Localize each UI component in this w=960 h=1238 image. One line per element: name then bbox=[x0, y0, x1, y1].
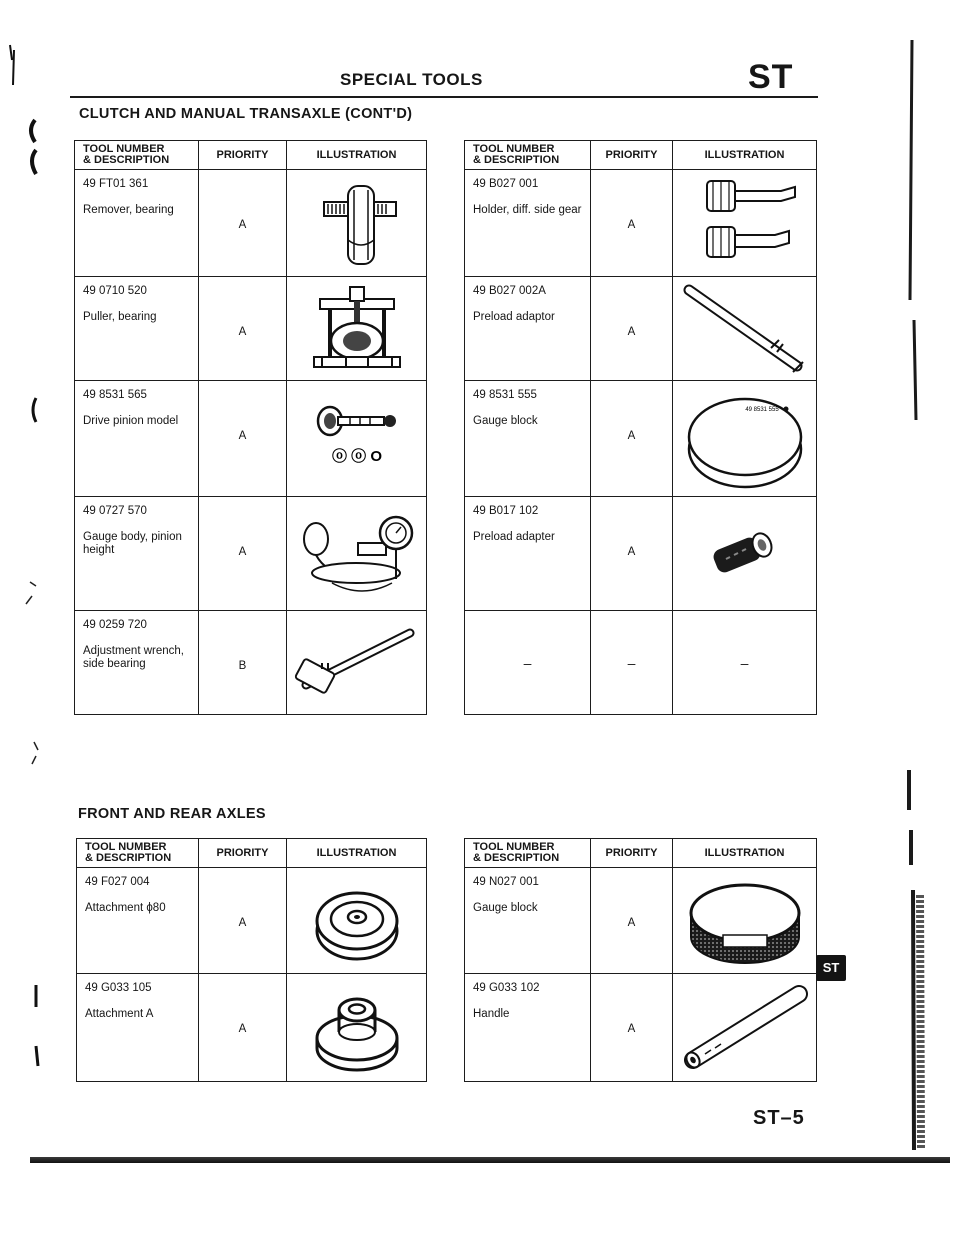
header-illustration: ILLUSTRATION bbox=[673, 141, 817, 170]
priority-cell: A bbox=[199, 277, 287, 381]
header-illustration: ILLUSTRATION bbox=[287, 839, 427, 868]
header-illustration: ILLUSTRATION bbox=[287, 141, 427, 170]
tool-number: 49 G033 102 bbox=[473, 982, 540, 994]
table-row bbox=[75, 497, 427, 611]
scan-edge-right bbox=[902, 0, 932, 1233]
priority-cell: A bbox=[199, 170, 287, 277]
tool-number: 49 B017 102 bbox=[473, 505, 539, 517]
priority-cell: A bbox=[591, 277, 673, 381]
tool-number: 49 B027 001 bbox=[473, 178, 539, 190]
empty-cell: – bbox=[465, 611, 591, 715]
clutch-table-right bbox=[464, 140, 817, 715]
axles-table-left bbox=[76, 838, 427, 1082]
priority-cell: A bbox=[591, 497, 673, 611]
section-tab: ST bbox=[816, 955, 846, 981]
priority-cell: A bbox=[199, 974, 287, 1082]
header-tool-number: TOOL NUMBER & DESCRIPTION bbox=[77, 839, 199, 868]
table-header-row bbox=[465, 141, 817, 170]
table-row bbox=[77, 974, 427, 1082]
tool-cell bbox=[75, 170, 199, 277]
illustration-cell bbox=[287, 381, 427, 497]
tool-cell bbox=[75, 381, 199, 497]
drive-pinion-parts-label: ⓞ ⓞ O bbox=[331, 447, 382, 465]
axles-table-right bbox=[464, 838, 817, 1082]
header-rule bbox=[70, 96, 818, 98]
table-row bbox=[465, 497, 817, 611]
tool-description: Attachment ϕ80 bbox=[85, 902, 166, 914]
table-row bbox=[465, 974, 817, 1082]
section-title-clutch: CLUTCH AND MANUAL TRANSAXLE (CONT'D) bbox=[79, 106, 413, 122]
gauge-block-disc-icon bbox=[682, 387, 808, 491]
tool-number: 49 8531 555 bbox=[473, 389, 537, 401]
gauge-body-icon bbox=[292, 509, 422, 599]
illustration-cell bbox=[287, 868, 427, 974]
preload-adaptor-rod-icon bbox=[675, 282, 815, 376]
illustration-cell bbox=[673, 170, 817, 277]
illustration-cell bbox=[673, 381, 817, 497]
illustration-cell bbox=[673, 497, 817, 611]
priority-cell: A bbox=[591, 974, 673, 1082]
tool-cell bbox=[465, 974, 591, 1082]
scan-edge-left bbox=[0, 0, 50, 1233]
table-row bbox=[75, 611, 427, 715]
header-priority: PRIORITY bbox=[591, 141, 673, 170]
header-tool-number: TOOL NUMBER & DESCRIPTION bbox=[465, 141, 591, 170]
tool-description: Gauge block bbox=[473, 902, 538, 914]
tool-number: 49 B027 002A bbox=[473, 285, 546, 297]
table-header-row bbox=[75, 141, 427, 170]
gauge-block-knurled-icon bbox=[683, 873, 807, 969]
illustration-cell bbox=[287, 277, 427, 381]
side-gear-holder-icon bbox=[685, 175, 805, 271]
tool-description: Gauge block bbox=[473, 415, 538, 427]
table-row bbox=[75, 277, 427, 381]
table-row bbox=[465, 868, 817, 974]
table-row bbox=[75, 381, 427, 497]
priority-cell: B bbox=[199, 611, 287, 715]
header-tool-number: TOOL NUMBER & DESCRIPTION bbox=[75, 141, 199, 170]
illustration-cell bbox=[673, 868, 817, 974]
preload-adapter-icon bbox=[700, 519, 790, 589]
priority-cell: A bbox=[591, 381, 673, 497]
tool-description: Puller, bearing bbox=[83, 311, 157, 323]
table-row bbox=[465, 170, 817, 277]
priority-cell: A bbox=[199, 868, 287, 974]
bearing-remover-icon bbox=[302, 178, 412, 268]
tool-number: 49 FT01 361 bbox=[83, 178, 149, 190]
illustration-cell bbox=[287, 170, 427, 277]
clutch-table-left bbox=[74, 140, 427, 715]
page-number: ST–5 bbox=[753, 1107, 805, 1129]
tool-cell bbox=[75, 497, 199, 611]
tool-cell bbox=[77, 974, 199, 1082]
tool-number: 49 F027 004 bbox=[85, 876, 150, 888]
header-priority: PRIORITY bbox=[199, 141, 287, 170]
attachment-80-icon bbox=[307, 875, 407, 967]
tool-cell bbox=[465, 868, 591, 974]
tool-cell bbox=[465, 497, 591, 611]
tool-cell bbox=[465, 381, 591, 497]
table-row bbox=[465, 277, 817, 381]
tool-description: Drive pinion model bbox=[83, 415, 179, 427]
tool-cell bbox=[77, 868, 199, 974]
bottom-rule bbox=[30, 1157, 950, 1163]
header-priority: PRIORITY bbox=[199, 839, 287, 868]
priority-cell: A bbox=[199, 381, 287, 497]
adjustment-wrench-icon bbox=[292, 623, 422, 703]
tool-description: Preload adapter bbox=[473, 531, 555, 543]
tool-cell bbox=[465, 277, 591, 381]
illustration-cell bbox=[673, 974, 817, 1082]
priority-cell: A bbox=[199, 497, 287, 611]
tool-number: 49 N027 001 bbox=[473, 876, 539, 888]
empty-cell: – bbox=[673, 611, 817, 715]
priority-cell: – bbox=[591, 611, 673, 715]
tool-description: Gauge body, pinion height bbox=[83, 531, 182, 556]
table-header-row bbox=[465, 839, 817, 868]
tool-number: 49 8531 565 bbox=[83, 389, 147, 401]
table-row bbox=[465, 381, 817, 497]
tool-number: 49 0710 520 bbox=[83, 285, 147, 297]
tool-description: Holder, diff. side gear bbox=[473, 204, 582, 216]
tool-cell bbox=[75, 611, 199, 715]
illustration-cell bbox=[673, 277, 817, 381]
priority-cell: A bbox=[591, 170, 673, 277]
attachment-a-icon bbox=[307, 980, 407, 1076]
header-priority: PRIORITY bbox=[591, 839, 673, 868]
table-row bbox=[465, 611, 817, 715]
gauge-block-stamp: 49 8531 555 bbox=[744, 406, 779, 413]
header-tool-number: TOOL NUMBER & DESCRIPTION bbox=[465, 839, 591, 868]
tool-description: Attachment A bbox=[85, 1008, 154, 1020]
table-header-row bbox=[77, 839, 427, 868]
tool-number: 49 0727 570 bbox=[83, 505, 147, 517]
header-illustration: ILLUSTRATION bbox=[673, 839, 817, 868]
page-header-title: SPECIAL TOOLS bbox=[340, 70, 483, 89]
drive-pinion-model-icon bbox=[302, 399, 412, 479]
bearing-puller-icon bbox=[302, 283, 412, 375]
table-row bbox=[75, 170, 427, 277]
section-title-axles: FRONT AND REAR AXLES bbox=[78, 806, 266, 822]
section-code: ST bbox=[748, 58, 794, 96]
illustration-cell bbox=[287, 497, 427, 611]
tool-description: Handle bbox=[473, 1008, 510, 1020]
tool-description: Preload adaptor bbox=[473, 311, 555, 323]
illustration-cell bbox=[287, 974, 427, 1082]
tool-number: 49 G033 105 bbox=[85, 982, 152, 994]
illustration-cell bbox=[287, 611, 427, 715]
tool-cell bbox=[75, 277, 199, 381]
priority-cell: A bbox=[591, 868, 673, 974]
handle-icon bbox=[675, 980, 815, 1076]
tool-description: Adjustment wrench, side bearing bbox=[83, 645, 184, 670]
tool-number: 49 0259 720 bbox=[83, 619, 147, 631]
table-row bbox=[77, 868, 427, 974]
tool-cell bbox=[465, 170, 591, 277]
tool-description: Remover, bearing bbox=[83, 204, 174, 216]
